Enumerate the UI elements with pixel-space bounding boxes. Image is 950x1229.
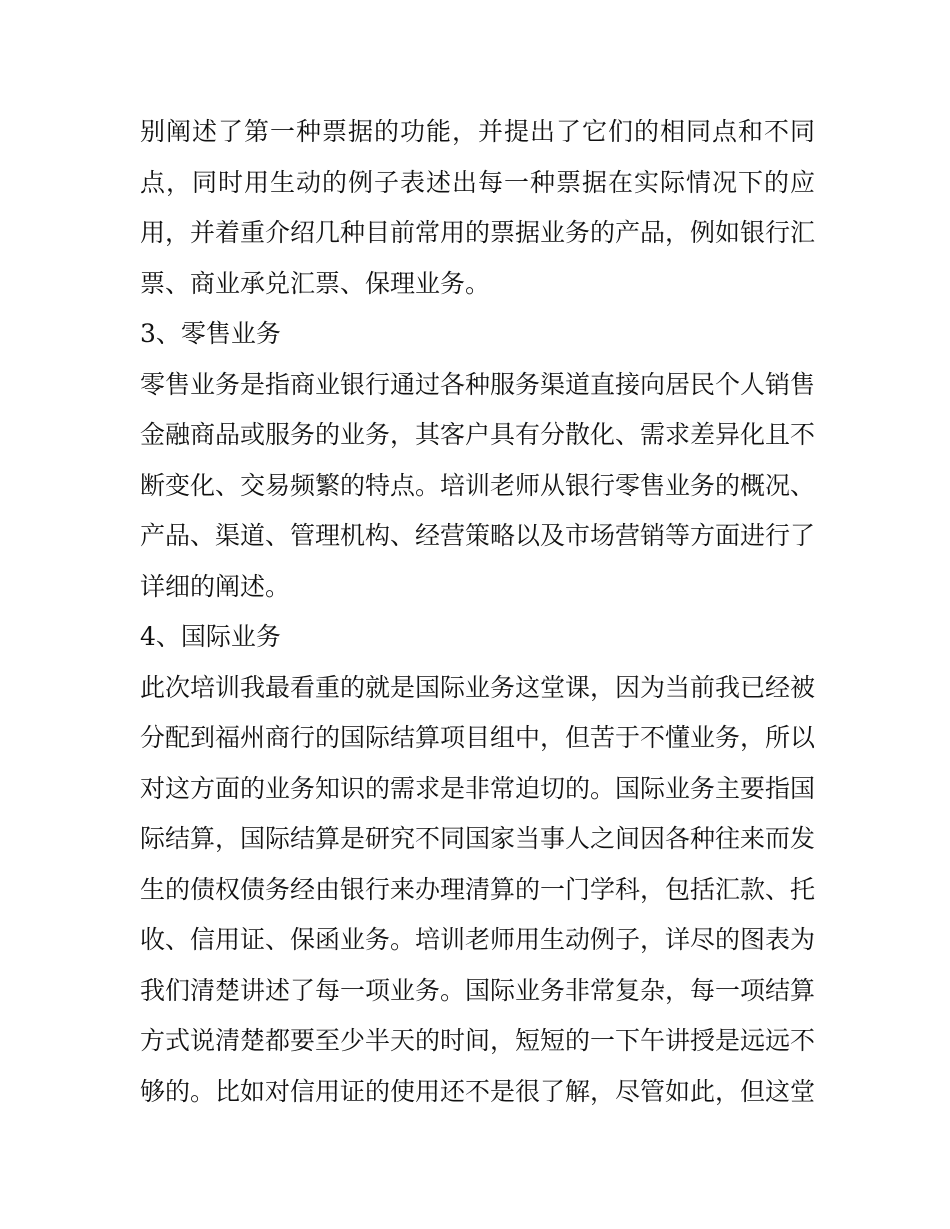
text-line: 断变化、交易频繁的特点。培训老师从银行零售业务的概况、	[140, 470, 816, 500]
text-line: 零售业务是指商业银行通过各种服务渠道直接向居民个人销售	[140, 369, 816, 399]
text-line: 生的债权债务经由银行来办理清算的一门学科，包括汇款、托	[140, 874, 816, 904]
text-line: 对这方面的业务知识的需求是非常迫切的。国际业务主要指国	[140, 773, 816, 803]
text-line: 点，同时用生动的例子表述出每一种票据在实际情况下的应	[140, 167, 815, 197]
text-line: 分配到福州商行的国际结算项目组中，但苦于不懂业务，所以	[140, 723, 816, 752]
text-line: 收、信用证、保函业务。培训老师用生动例子，详尽的图表为	[140, 925, 816, 954]
text-line: 此次培训我最看重的就是国际业务这堂课，因为当前我已经被	[140, 672, 816, 702]
text-line: 产品、渠道、管理机构、经营策略以及市场营销等方面进行了	[140, 521, 816, 550]
text-line: 际结算，国际结算是研究不同国家当事人之间因各种往来而发	[140, 824, 816, 853]
text-line: 用，并着重介绍几种目前常用的票据业务的产品，例如银行汇	[140, 218, 816, 247]
text-line: 我们清楚讲述了每一项业务。国际业务非常复杂，每一项结算	[140, 975, 816, 1005]
text-line: 方式说清楚都要至少半天的时间，短短的一下午讲授是远远不	[140, 1026, 816, 1055]
text-line: 够的。比如对信用证的使用还不是很了解，尽管如此，但这堂	[140, 1076, 816, 1106]
text-line: 金融商品或服务的业务，其客户具有分散化、需求差异化且不	[140, 420, 816, 449]
text-line: 别阐述了第一种票据的功能，并提出了它们的相同点和不同	[140, 117, 815, 146]
section-heading-retail: 3、零售业务	[140, 319, 281, 348]
text-line: 票、商业承兑汇票、保理业务。	[140, 268, 491, 298]
section-heading-international: 4、国际业务	[140, 622, 281, 651]
text-line: 详细的阐述。	[140, 571, 291, 601]
document-body	[140, 107, 815, 1117]
